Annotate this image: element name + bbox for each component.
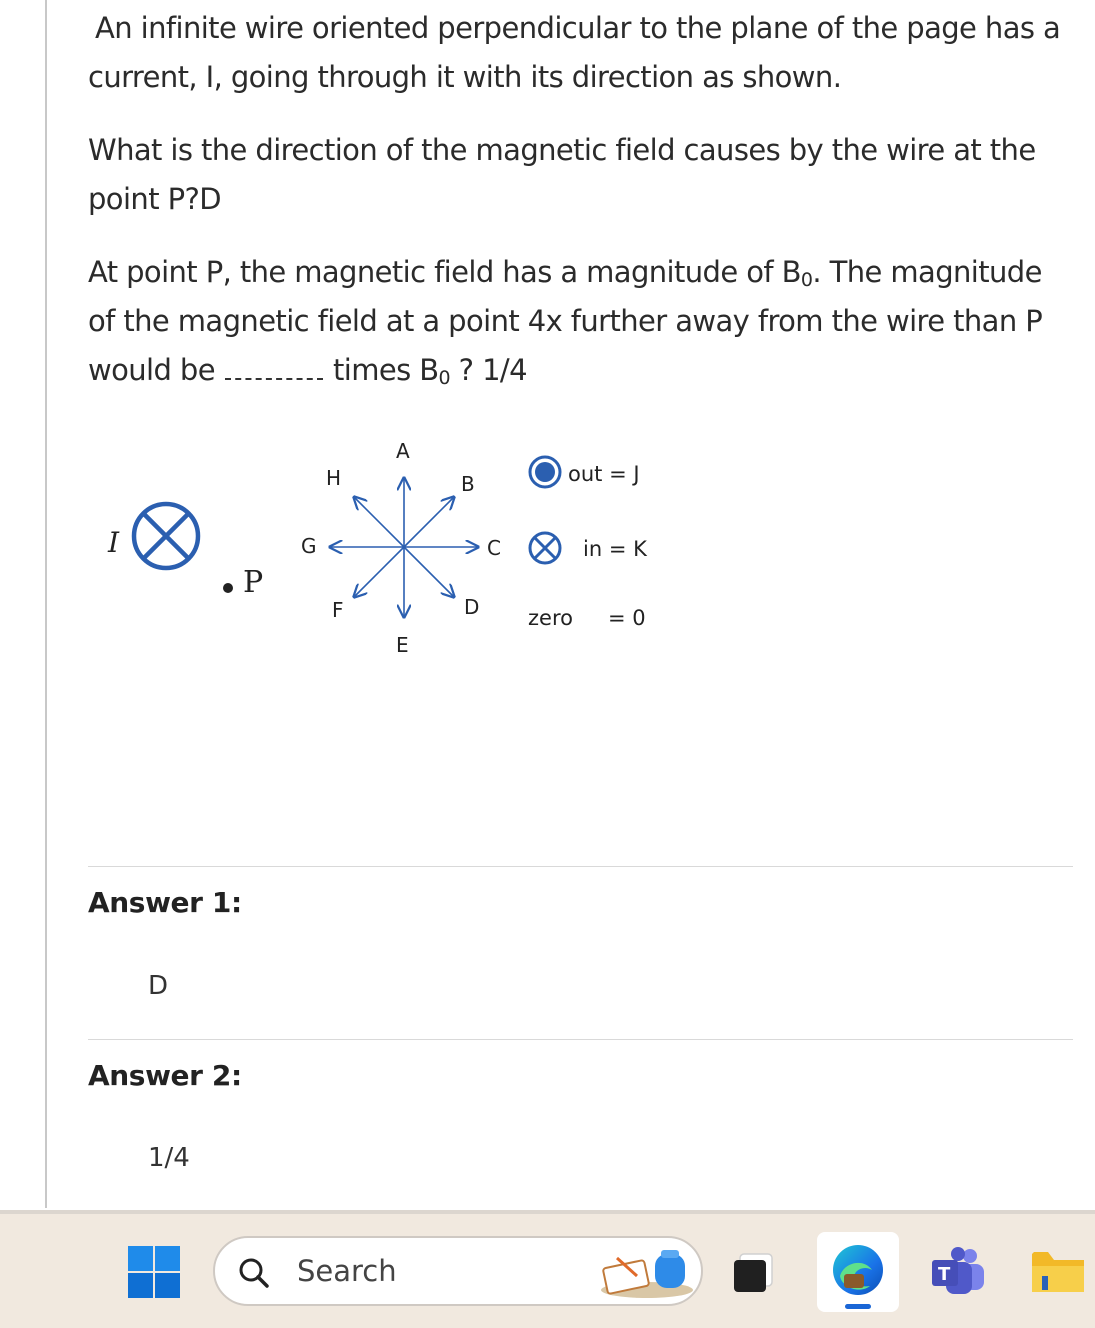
question-paragraph-3: [88, 248, 1073, 395]
direction-label-g: G: [301, 534, 317, 558]
edge-icon: [830, 1242, 886, 1298]
taskbar-search-box[interactable]: [213, 1236, 703, 1306]
arrow-h: [354, 497, 404, 547]
fill-in-blank: [225, 354, 323, 380]
arrow-b: [404, 497, 454, 547]
svg-text:T: T: [938, 1264, 951, 1285]
subscript: 0: [438, 367, 451, 389]
direction-label-b: B: [461, 472, 475, 496]
direction-label-f: F: [332, 598, 344, 622]
wire-into-page-icon: [134, 504, 198, 568]
question-paragraph-1: [88, 4, 1073, 102]
arrow-f: [354, 547, 404, 597]
subscript: 0: [800, 269, 813, 291]
direction-label-a: A: [396, 439, 410, 463]
out-of-page-icon: [530, 457, 560, 487]
legend-out-label: out = J: [568, 462, 640, 486]
direction-label-e: E: [396, 633, 409, 657]
divider: [88, 1039, 1073, 1040]
wire-current-label: I: [108, 526, 120, 559]
notebook-icon[interactable]: [597, 1246, 697, 1300]
active-indicator: [845, 1304, 871, 1309]
answer-2-label: Answer 2:: [88, 1059, 242, 1092]
direction-label-c: C: [487, 536, 501, 560]
question-text: What is the direction of the magnetic field causes by the wire at the: [88, 133, 1036, 167]
question-text: At point P, the magnetic field has a magnitude of B: [88, 255, 801, 289]
edge-taskbar-button[interactable]: [817, 1232, 899, 1312]
question-text: of the magnetic field at a point 4x further away from the wire than P: [88, 304, 1043, 338]
teams-icon[interactable]: [928, 1246, 988, 1298]
question-line: [88, 346, 1073, 395]
content-left-border: [45, 0, 47, 1208]
direction-label-d: D: [464, 595, 480, 619]
search-placeholder: Search: [297, 1254, 397, 1288]
arrow-d: [404, 547, 454, 597]
legend-in-label: in = K: [583, 537, 647, 561]
search-icon: [237, 1256, 271, 1290]
question-text: current, I, going through it with its direction as shown.: [88, 60, 842, 94]
point-p-label: P: [243, 565, 264, 600]
compass-arrows: [330, 478, 478, 617]
divider: [88, 866, 1073, 867]
legend-zero-label: zero: [528, 606, 573, 630]
question-text: would be: [88, 353, 215, 387]
file-explorer-icon[interactable]: [1030, 1246, 1086, 1296]
legend-zero-value: = 0: [608, 606, 646, 630]
into-page-icon: [530, 533, 560, 563]
question-text: ? 1/4: [458, 353, 527, 387]
answer-2-value: 1/4: [148, 1143, 190, 1173]
point-p-dot: [223, 583, 233, 593]
question-text: An infinite wire oriented perpendicular to the plane of the page has a: [95, 11, 1061, 45]
answer-1-value: D: [148, 971, 169, 1001]
start-icon[interactable]: [126, 1244, 182, 1300]
question-text: . The magnitude: [812, 255, 1042, 289]
task-view-icon[interactable]: [730, 1250, 776, 1296]
question-text: point P?D: [88, 182, 221, 216]
answer-1-label: Answer 1:: [88, 886, 242, 919]
direction-figure: [95, 425, 695, 675]
question-paragraph-2: [88, 126, 1073, 224]
direction-label-h: H: [326, 466, 342, 490]
question-text: times B: [332, 353, 439, 387]
question-line: [88, 248, 1073, 297]
